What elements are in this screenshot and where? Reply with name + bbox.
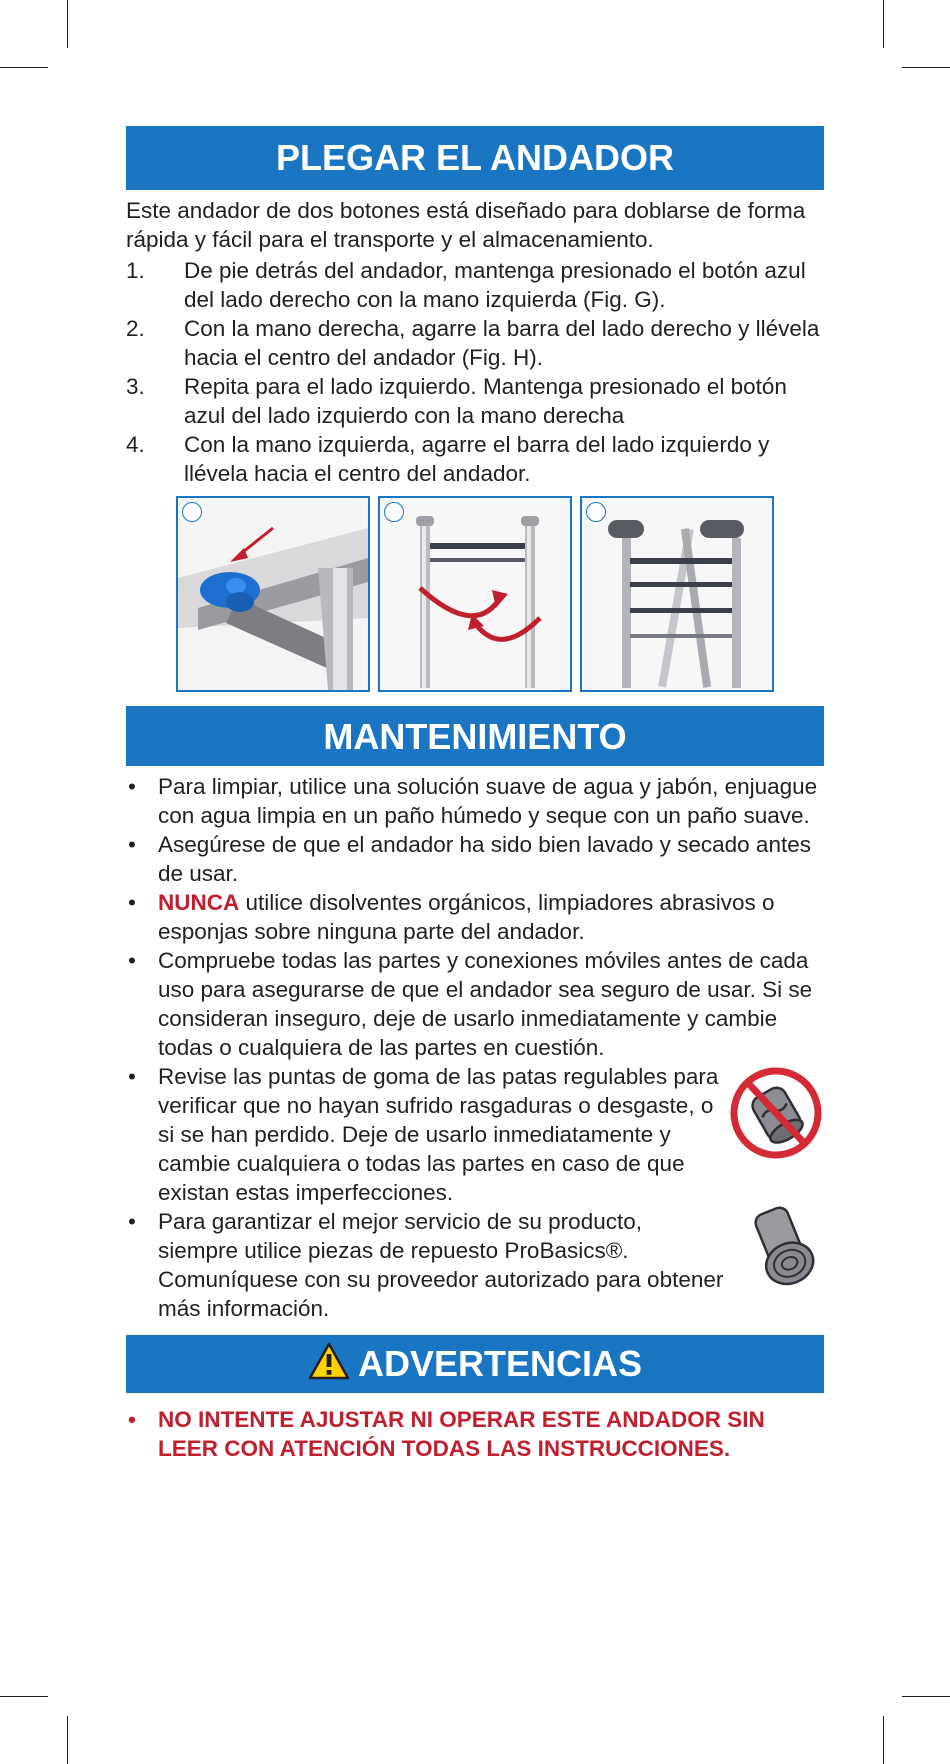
section-banner-maintenance <box>126 706 824 766</box>
crop-mark <box>902 67 950 68</box>
page-content <box>126 126 824 1463</box>
crop-mark <box>0 67 48 68</box>
step-text: Repita para el lado izquierdo. Mantenga presionado el botón azul del lado izquierdo con la mano derecha <box>184 374 787 428</box>
maintenance-item <box>126 830 824 888</box>
fold-steps-list <box>126 256 824 488</box>
warnings-list <box>126 1405 824 1463</box>
warning-item <box>126 1405 824 1463</box>
section-title-fold: PLEGAR EL ANDADOR <box>275 137 675 178</box>
button-press-illustration <box>178 498 368 690</box>
step-text: Con la mano izquierda, agarre el barra del lado izquierdo y llévela hacia el centro del andador. <box>184 432 770 486</box>
figure-marker <box>586 502 606 522</box>
maintenance-item <box>126 772 824 830</box>
figure-marker <box>182 502 202 522</box>
item-text: Para garantizar el mejor servicio de su producto, siempre utilice piezas de repuesto ProBasics®. Comuníquese con su proveedor autorizado para obtener más información. <box>158 1209 724 1321</box>
bullet: • <box>128 832 136 857</box>
warning-text: NO INTENTE AJUSTAR NI OPERAR ESTE ANDADOR SIN LEER CON ATENCIÓN TODAS LAS INSTRUCCIONES. <box>158 1407 765 1461</box>
item-text: Para limpiar, utilice una solución suave de agua y jabón, enjuague con agua limpia en un paño húmedo y seque con un paño suave. <box>158 774 818 828</box>
step-number: 4. <box>126 432 145 457</box>
bullet: • <box>128 1407 136 1432</box>
fold-side-illustration <box>380 498 570 690</box>
bullet: • <box>128 1064 136 1089</box>
fold-intro: Este andador de dos botones está diseñado para doblarse de forma rápida y fácil para el transporte y el almacenamiento. <box>126 198 806 252</box>
item-text: Asegúrese de que el andador ha sido bien lavado y secado antes de usar. <box>158 832 811 886</box>
section-banner-warnings <box>126 1335 824 1393</box>
fold-step <box>126 372 824 430</box>
bullet: • <box>128 948 136 973</box>
maintenance-item <box>126 888 824 946</box>
crop-mark <box>902 1696 950 1697</box>
item-text: Revise las puntas de goma de las patas regulables para verificar que no hayan sufrido rasgaduras o desgaste, o si se han perdido. Deje de usarlo inmediatamente y cambie cualquiera o todas las partes en caso de que existan estas imperfecciones. <box>158 1064 719 1205</box>
item-text: utilice disolventes orgánicos, limpiadores abrasivos o esponjas sobre ninguna parte del andador. <box>158 890 775 944</box>
crop-mark <box>883 1716 884 1764</box>
maintenance-item <box>126 1207 824 1323</box>
step-number: 1. <box>126 258 145 283</box>
figure-row <box>126 496 824 692</box>
rubber-tip-icon <box>746 1203 818 1291</box>
step-number: 2. <box>126 316 145 341</box>
crop-mark <box>883 0 884 48</box>
section-banner-fold <box>126 126 824 190</box>
maintenance-item <box>126 1062 824 1207</box>
folded-walker-illustration <box>582 498 772 690</box>
step-number: 3. <box>126 374 145 399</box>
warning-triangle-icon <box>308 1342 350 1380</box>
fold-step <box>126 256 824 314</box>
crop-mark <box>67 1716 68 1764</box>
crop-mark <box>67 0 68 48</box>
maintenance-item <box>126 946 824 1062</box>
section-title-maintenance: MANTENIMIENTO <box>323 716 627 757</box>
step-text: De pie detrás del andador, mantenga presionado el botón azul del lado derecho con la mano izquierda (Fig. G). <box>184 258 806 312</box>
figure-button-press <box>176 496 370 692</box>
bullet: • <box>128 890 136 915</box>
crop-mark <box>0 1696 48 1697</box>
section-title-warnings: ADVERTENCIAS <box>357 1343 643 1384</box>
bullet: • <box>128 1209 136 1234</box>
bullet: • <box>128 774 136 799</box>
figure-marker <box>384 502 404 522</box>
maintenance-list <box>126 772 824 1323</box>
item-text: Compruebe todas las partes y conexiones móviles antes de cada uso para asegurarse de que el andador sea seguro de usar. Si se consideran inseguro, deje de usarlo inmediatamente y cambie todas o cualquiera de las partes en cuestión. <box>158 948 813 1060</box>
figure-fold-side <box>378 496 572 692</box>
fold-step <box>126 430 824 488</box>
fold-step <box>126 314 824 372</box>
worn-tip-prohibited-icon <box>728 1066 824 1160</box>
step-text: Con la mano derecha, agarre la barra del lado derecho y llévela hacia el centro del andador (Fig. H). <box>184 316 820 370</box>
emphasis-never: NUNCA <box>158 890 240 915</box>
figure-folded-walker <box>580 496 774 692</box>
